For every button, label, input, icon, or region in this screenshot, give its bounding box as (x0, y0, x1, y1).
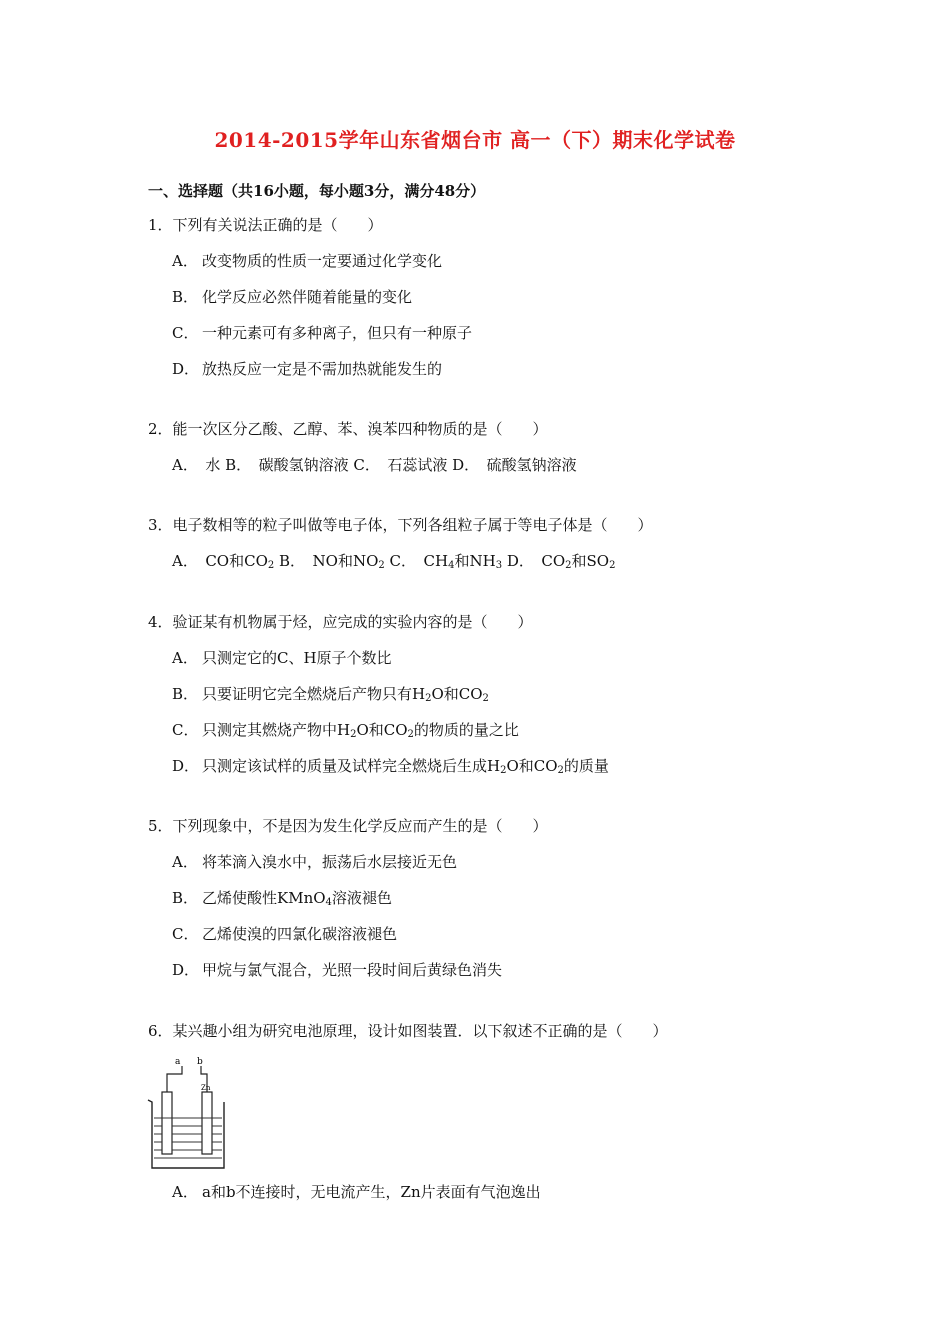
option-text-mid: O和CO (506, 757, 558, 775)
subscript: 2 (565, 560, 572, 571)
option-text: 改变物质的性质一定要通过化学变化 (202, 252, 443, 270)
question-1-option-a (172, 250, 442, 271)
question-4-option-c (172, 719, 519, 740)
subscript: 2 (425, 693, 432, 704)
question-5-option-d (172, 959, 502, 980)
option-text: 乙烯使溴的四氯化碳溶液褪色 (202, 925, 398, 943)
label-b: b (197, 1057, 203, 1067)
option-label: A． (172, 853, 198, 871)
subscript: 2 (350, 729, 357, 740)
option-text: a和b不连接时，无电流产生，Zn片表面有气泡逸出 (202, 1183, 541, 1201)
label-a: a (175, 1057, 181, 1067)
question-2-stem: 2．能一次区分乙酸、乙醇、苯、溴苯四种物质的是（ ） (148, 420, 548, 438)
option-text-post: 溶液褪色 (331, 889, 392, 907)
option-label: B． (172, 685, 199, 703)
battery-apparatus-figure (144, 1054, 234, 1174)
question-4-option-b (172, 683, 489, 704)
option-text: 只测定该试样的质量及试样完全燃烧后生成H (202, 757, 501, 775)
option-label: A． (172, 1183, 198, 1201)
option-label: D． (172, 360, 200, 378)
option-label: D． (172, 961, 200, 979)
option-text-mid: O和CO (356, 721, 408, 739)
section-heading: 一、选择题（共16小题，每小题3分，满分48分） (148, 182, 486, 200)
label-zn: Zn (201, 1084, 211, 1092)
question-1-option-c (172, 322, 472, 343)
page-title: 2014-2015学年山东省烟台市 高一（下）期末化学试卷 (214, 128, 736, 152)
electrode-left (162, 1092, 172, 1154)
option-c-text-mid: 和NH (454, 552, 496, 570)
option-text: 只测定其燃烧产物中H (202, 721, 351, 739)
subscript: 4 (325, 897, 332, 908)
option-text: 放热反应一定是不需加热就能发生的 (202, 360, 443, 378)
question-5-option-a (172, 851, 457, 872)
option-b-text: B． NO和NO (274, 552, 379, 570)
option-label: C． (172, 324, 199, 342)
question-4-option-d (172, 755, 609, 776)
option-text: 化学反应必然伴随着能量的变化 (202, 288, 413, 306)
option-label: C． (172, 925, 199, 943)
option-label: B． (172, 288, 199, 306)
question-4-option-a (172, 647, 392, 668)
question-1-stem: 1．下列有关说法正确的是（ ） (148, 216, 383, 234)
option-text: 甲烷与氯气混合，光照一段时间后黄绿色消失 (202, 961, 503, 979)
subscript: 2 (500, 765, 507, 776)
subscript: 2 (557, 765, 564, 776)
subscript: 2 (267, 560, 275, 571)
subscript: 2 (482, 693, 489, 704)
question-6-stem: 6．某兴趣小组为研究电池原理，设计如图装置．以下叙述不正确的是（ ） (148, 1022, 668, 1040)
option-text: 乙烯使酸性KMnO (202, 889, 326, 907)
option-c-text: C． CH (384, 552, 449, 570)
question-3-options (172, 550, 615, 571)
option-label: D． (172, 757, 200, 775)
question-4-stem: 4．验证某有机物属于烃，应完成的实验内容的是（ ） (148, 613, 533, 631)
option-label: A． (172, 252, 198, 270)
subscript: 4 (448, 560, 455, 571)
option-text: 只测定它的C、H原子个数比 (202, 649, 392, 667)
option-d-text: D． CO (502, 552, 566, 570)
option-label: A． (172, 649, 198, 667)
subscript: 3 (495, 560, 503, 571)
option-d-text-mid: 和SO (571, 552, 610, 570)
electrode-right (202, 1092, 212, 1154)
question-1-option-b (172, 286, 412, 307)
option-a-text: A． CO和CO (172, 552, 268, 570)
option-text-post: 的质量 (563, 757, 609, 775)
subscript: 2 (609, 560, 616, 571)
subscript: 2 (407, 729, 414, 740)
question-6-option-a (172, 1181, 541, 1202)
option-text-mid: O和CO (431, 685, 483, 703)
question-5-stem: 5．下列现象中，不是因为发生化学反应而产生的是（ ） (148, 817, 548, 835)
question-2-options: A． 水 B． 碳酸氢钠溶液 C． 石蕊试液 D． 硫酸氢钠溶液 (172, 456, 577, 474)
question-5-option-c (172, 923, 397, 944)
option-text: 一种元素可有多种离子，但只有一种原子 (202, 324, 473, 342)
option-text-post: 的物质的量之比 (413, 721, 519, 739)
option-label: B． (172, 889, 199, 907)
question-5-option-b (172, 887, 392, 908)
option-text: 将苯滴入溴水中，振荡后水层接近无色 (202, 853, 458, 871)
question-1-option-d (172, 358, 442, 379)
subscript: 2 (378, 560, 385, 571)
option-label: C． (172, 721, 199, 739)
option-text: 只要证明它完全燃烧后产物只有H (202, 685, 426, 703)
question-3-stem: 3．电子数相等的粒子叫做等电子体，下列各组粒子属于等电子体是（ ） (148, 516, 653, 534)
